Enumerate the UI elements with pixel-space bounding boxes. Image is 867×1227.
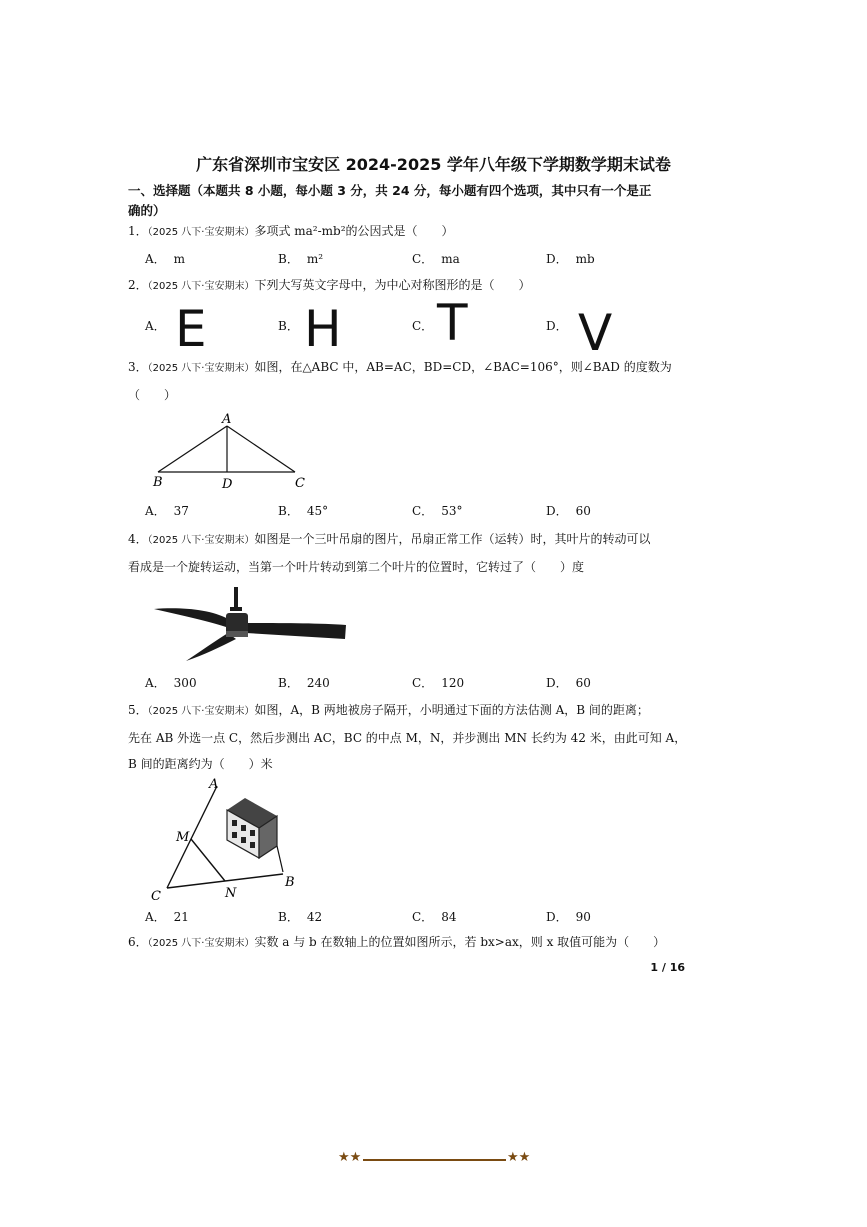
option-c-label: C． — [412, 319, 434, 333]
segment-ab — [158, 426, 227, 472]
footer-divider — [363, 1159, 506, 1161]
option-c: C． 120 — [412, 676, 465, 690]
question-source-tag: （2025 八下·宝安期末） — [147, 227, 255, 238]
option-c: C． 53° — [412, 504, 463, 518]
fan-blade-2 — [244, 623, 346, 639]
footer-stars-left: ★★ — [338, 1150, 362, 1165]
option-b: B． 45° — [278, 504, 329, 518]
option-b: B． m² — [278, 252, 324, 266]
question-text: 如图，在△ABC 中，AB=AC，BD=CD，∠BAC=106°，则∠BAD 的度数为 — [254, 360, 672, 374]
option-d: D． 90 — [546, 910, 591, 924]
question-2 — [128, 272, 728, 300]
option-d: D． 60 — [546, 676, 591, 690]
fan-blade-3 — [186, 633, 236, 661]
option-b-letter: H — [304, 300, 342, 358]
question-text-cont: （ ） — [128, 388, 177, 402]
question-3 — [128, 354, 728, 408]
label-m: M — [176, 830, 190, 845]
section-heading-line1: 一、选择题（本题共 8 小题，每小题 3 分，共 24 分，每小题有四个选项，其中只有一个是正 — [128, 183, 652, 198]
option-a-letter: E — [175, 300, 207, 358]
triangle-abc-figure — [145, 408, 315, 494]
segment-mn — [191, 839, 225, 881]
question-source-tag: （2025 八下·宝安期末） — [147, 535, 255, 546]
house-triangle-figure — [145, 772, 305, 902]
option-b: B． 240 — [278, 676, 330, 690]
question-number: 3． — [128, 360, 148, 374]
label-n: N — [225, 886, 237, 901]
question-number: 6． — [128, 935, 148, 949]
option-c-letter: T — [437, 294, 468, 352]
ceiling-fan-image — [150, 585, 350, 665]
question-text: 多项式 ma²-mb²的公因式是（ ） — [254, 224, 454, 238]
option-d-label: D． — [546, 319, 568, 333]
question-text-cont2: B 间的距离约为（ ）米 — [128, 757, 273, 771]
option-a-label: A． — [145, 319, 166, 333]
question-source-tag: （2025 八下·宝安期末） — [147, 938, 255, 949]
question-number: 4． — [128, 532, 148, 546]
page-title: 广东省深圳市宝安区 2024-2025 学年八年级下学期数学期末试卷 — [196, 155, 671, 174]
question-text-cont: 看成是一个旋转运动，当第一个叶片转动到第二个叶片的位置时，它转过了（ ）度 — [128, 560, 585, 574]
option-a: A． m — [145, 252, 186, 266]
label-a: A — [209, 777, 219, 792]
label-d: D — [222, 477, 233, 492]
question-source-tag: （2025 八下·宝安期末） — [147, 706, 255, 717]
question-source-tag: （2025 八下·宝安期末） — [147, 281, 255, 292]
label-b: B — [153, 475, 163, 490]
question-number: 5． — [128, 703, 148, 717]
option-d: D． mb — [546, 252, 595, 266]
question-source-tag: （2025 八下·宝安期末） — [147, 363, 255, 374]
question-text: 如图是一个三叶吊扇的图片，吊扇正常工作（运转）时，其叶片的转动可以 — [254, 532, 651, 546]
question-6 — [128, 929, 728, 957]
question-4 — [128, 526, 728, 580]
section-heading — [128, 181, 728, 221]
option-b-label: B． — [278, 319, 299, 333]
page-number: 1 / 16 — [650, 961, 685, 974]
question-number: 1． — [128, 224, 148, 238]
option-d-letter: V — [578, 304, 613, 362]
label-b: B — [285, 875, 295, 890]
label-c: C — [295, 476, 305, 491]
label-a: A — [222, 412, 232, 427]
question-5 — [128, 697, 728, 777]
option-b: B． 42 — [278, 910, 323, 924]
option-a: A． 21 — [145, 910, 189, 924]
option-c: C． 84 — [412, 910, 457, 924]
question-text: 实数 a 与 b 在数轴上的位置如图所示，若 bx>ax，则 x 取值可能为（ ） — [254, 935, 666, 949]
question-1 — [128, 218, 728, 246]
segment-ac — [227, 426, 295, 472]
option-d: D． 60 — [546, 504, 591, 518]
section-heading-line2: 确的） — [128, 203, 166, 218]
label-c: C — [151, 889, 161, 902]
house-icon — [227, 798, 283, 872]
fan-blade-1 — [154, 608, 228, 627]
question-text: 如图，A，B 两地被房子隔开，小明通过下面的方法估测 A，B 间的距离； — [254, 703, 649, 717]
footer-stars-right: ★★ — [507, 1150, 531, 1165]
segment-ac — [167, 786, 217, 888]
option-c: C． ma — [412, 252, 460, 266]
question-number: 2． — [128, 278, 148, 292]
option-a: A． 37 — [145, 504, 189, 518]
question-text-cont: 先在 AB 外选一点 C，然后步测出 AC，BC 的中点 M，N，并步测出 MN 长约为 42 米，由此可知 A， — [128, 731, 687, 745]
question-text: 下列大写英文字母中，为中心对称图形的是（ ） — [254, 278, 531, 292]
option-a: A． 300 — [145, 676, 197, 690]
